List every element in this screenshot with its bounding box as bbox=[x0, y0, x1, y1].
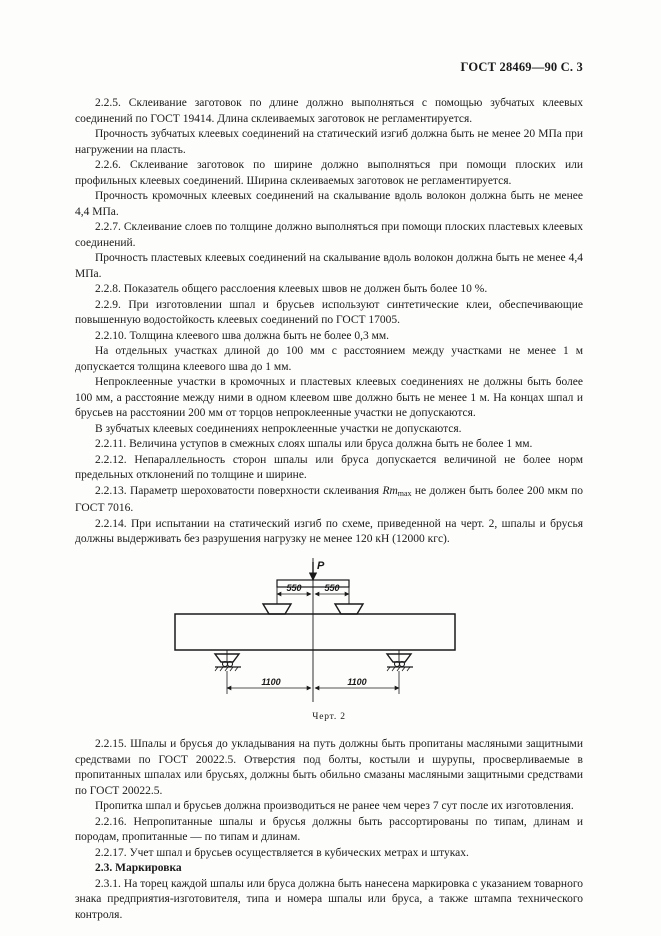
paragraph: 2.2.12. Непараллельность сторон шпалы или бруса допускается величиной не более норм предельных отклонений по толщине и ширине. bbox=[75, 453, 583, 481]
paragraph: 2.2.9. При изготовлении шпал и брусьев используют синтетические клеи, обеспечивающие повышенную водостойкость клеевых соединений по ГОСТ 17005. bbox=[75, 298, 583, 326]
roughness-symbol: Rm bbox=[382, 484, 398, 497]
paragraph: 2.3.1. На торец каждой шпалы или бруса должна быть нанесена маркировка с указанием товарного знака предприятия-изготовителя, типа и номера шпалы или бруса, а также штампа технического контроля. bbox=[75, 877, 583, 921]
paragraph: В зубчатых клеевых соединениях непроклеенные участки не допускаются. bbox=[95, 422, 462, 435]
paragraph: Непроклеенные участки в кромочных и пластевых клеевых соединениях не должны быть более 100 мм, а расстояние между ними в одном клеевом шве должно быть не менее 1 м. На концах шпал и брусьев на расстоянии 200 мм от торцов непроклеенные участки не допускаются. bbox=[75, 376, 583, 419]
paragraph: 2.2.17. Учет шпал и брусьев осуществляется в кубических метрах и штуках. bbox=[95, 846, 469, 859]
bending-test-diagram bbox=[75, 558, 583, 706]
support-left bbox=[215, 650, 241, 671]
paragraph: 2.2.14. При испытании на статический изгиб по схеме, приведенной на черт. 2, шпалы и брусья должны выдерживать без разрушения нагрузку не менее 120 кН (12000 кгс). bbox=[75, 517, 583, 545]
paragraph: На отдельных участках длиной до 100 мм с расстоянием между участками не менее 1 м допускается толщина клеевого шва до 1 мм. bbox=[75, 345, 583, 373]
paragraph: 2.2.15. Шпалы и брусья до укладывания на путь должны быть пропитаны масляными защитными средствами по ГОСТ 20022.5. Отверстия под болты, костыли и шурупы, просверливаемые в пропитанных шпалах или брусьях, должны быть обильно смазаны масляными защитными средствами по ГОСТ 20022.5. bbox=[75, 738, 583, 797]
paragraph: Прочность кромочных клеевых соединений на скалывание вдоль волокон должна быть не менее 4,4 МПа. bbox=[75, 190, 583, 218]
document-body bbox=[75, 96, 583, 923]
paragraph: 2.2.7. Склеивание слоев по толщине должно выполняться при помощи плоских пластевых клеевых соединений. bbox=[75, 221, 583, 249]
roughness-subscript: max bbox=[397, 488, 412, 498]
paragraph: 2.2.8. Показатель общего расслоения клеевых швов не должен быть более 10 %. bbox=[95, 283, 488, 295]
paragraph: Прочность зубчатых клеевых соединений на статический изгиб должна быть не менее 20 МПа при нагружении на пласть. bbox=[75, 128, 583, 156]
paragraph: 2.2.10. Толщина клеевого шва должна быть не более 0,3 мм. bbox=[95, 329, 390, 342]
paragraph: 2.2.6. Склеивание заготовок по ширине должно выполняться при помощи плоских или профильных клеевых соединений. Ширина склеиваемых заготовок не регламентируется. bbox=[75, 159, 583, 187]
dim-label-bottom-left: 1100 bbox=[261, 676, 281, 687]
figure-caption: Черт. 2 bbox=[312, 711, 346, 722]
paragraph bbox=[75, 484, 583, 517]
load-pad-right bbox=[335, 604, 363, 614]
section-heading: 2.3. Маркировка bbox=[95, 862, 182, 874]
paragraph: Пропитка шпал и брусьев должна производиться не ранее чем через 7 сут после их изготовления. bbox=[95, 800, 574, 812]
text-run: не должен быть более 200 мкм по ГОСТ 7016. bbox=[75, 484, 583, 514]
paragraph: 2.2.11. Величина уступов в смежных слоях шпалы или бруса должна быть не более 1 мм. bbox=[95, 438, 533, 450]
load-label: P bbox=[317, 559, 325, 572]
dim-label-bottom-right: 1100 bbox=[347, 676, 367, 687]
page-header: ГОСТ 28469—90 С. 3 bbox=[460, 60, 583, 74]
diagram-drawing bbox=[75, 558, 583, 706]
dim-label-top-left: 550 bbox=[286, 582, 302, 593]
paragraph: 2.2.16. Непропитанные шпалы и брусья должны быть рассортированы по типам, длинам и породам, пропитанные — по типам и длинам. bbox=[75, 815, 583, 843]
dim-label-top-right: 550 bbox=[324, 582, 340, 593]
paragraph: Прочность пластевых клеевых соединений на скалывание вдоль волокон должна быть не менее 4,4 МПа. bbox=[75, 252, 583, 280]
sleeper-body bbox=[175, 614, 455, 650]
text-run: 2.2.13. Параметр шероховатости поверхности склеивания bbox=[95, 484, 383, 497]
paragraph: 2.2.5. Склеивание заготовок по длине должно выполняться с помощью зубчатых клеевых соединений по ГОСТ 19414. Длина склеиваемых заготовок не регламентируется. bbox=[75, 97, 583, 125]
support-right bbox=[387, 650, 413, 671]
load-pad-left bbox=[263, 604, 291, 614]
